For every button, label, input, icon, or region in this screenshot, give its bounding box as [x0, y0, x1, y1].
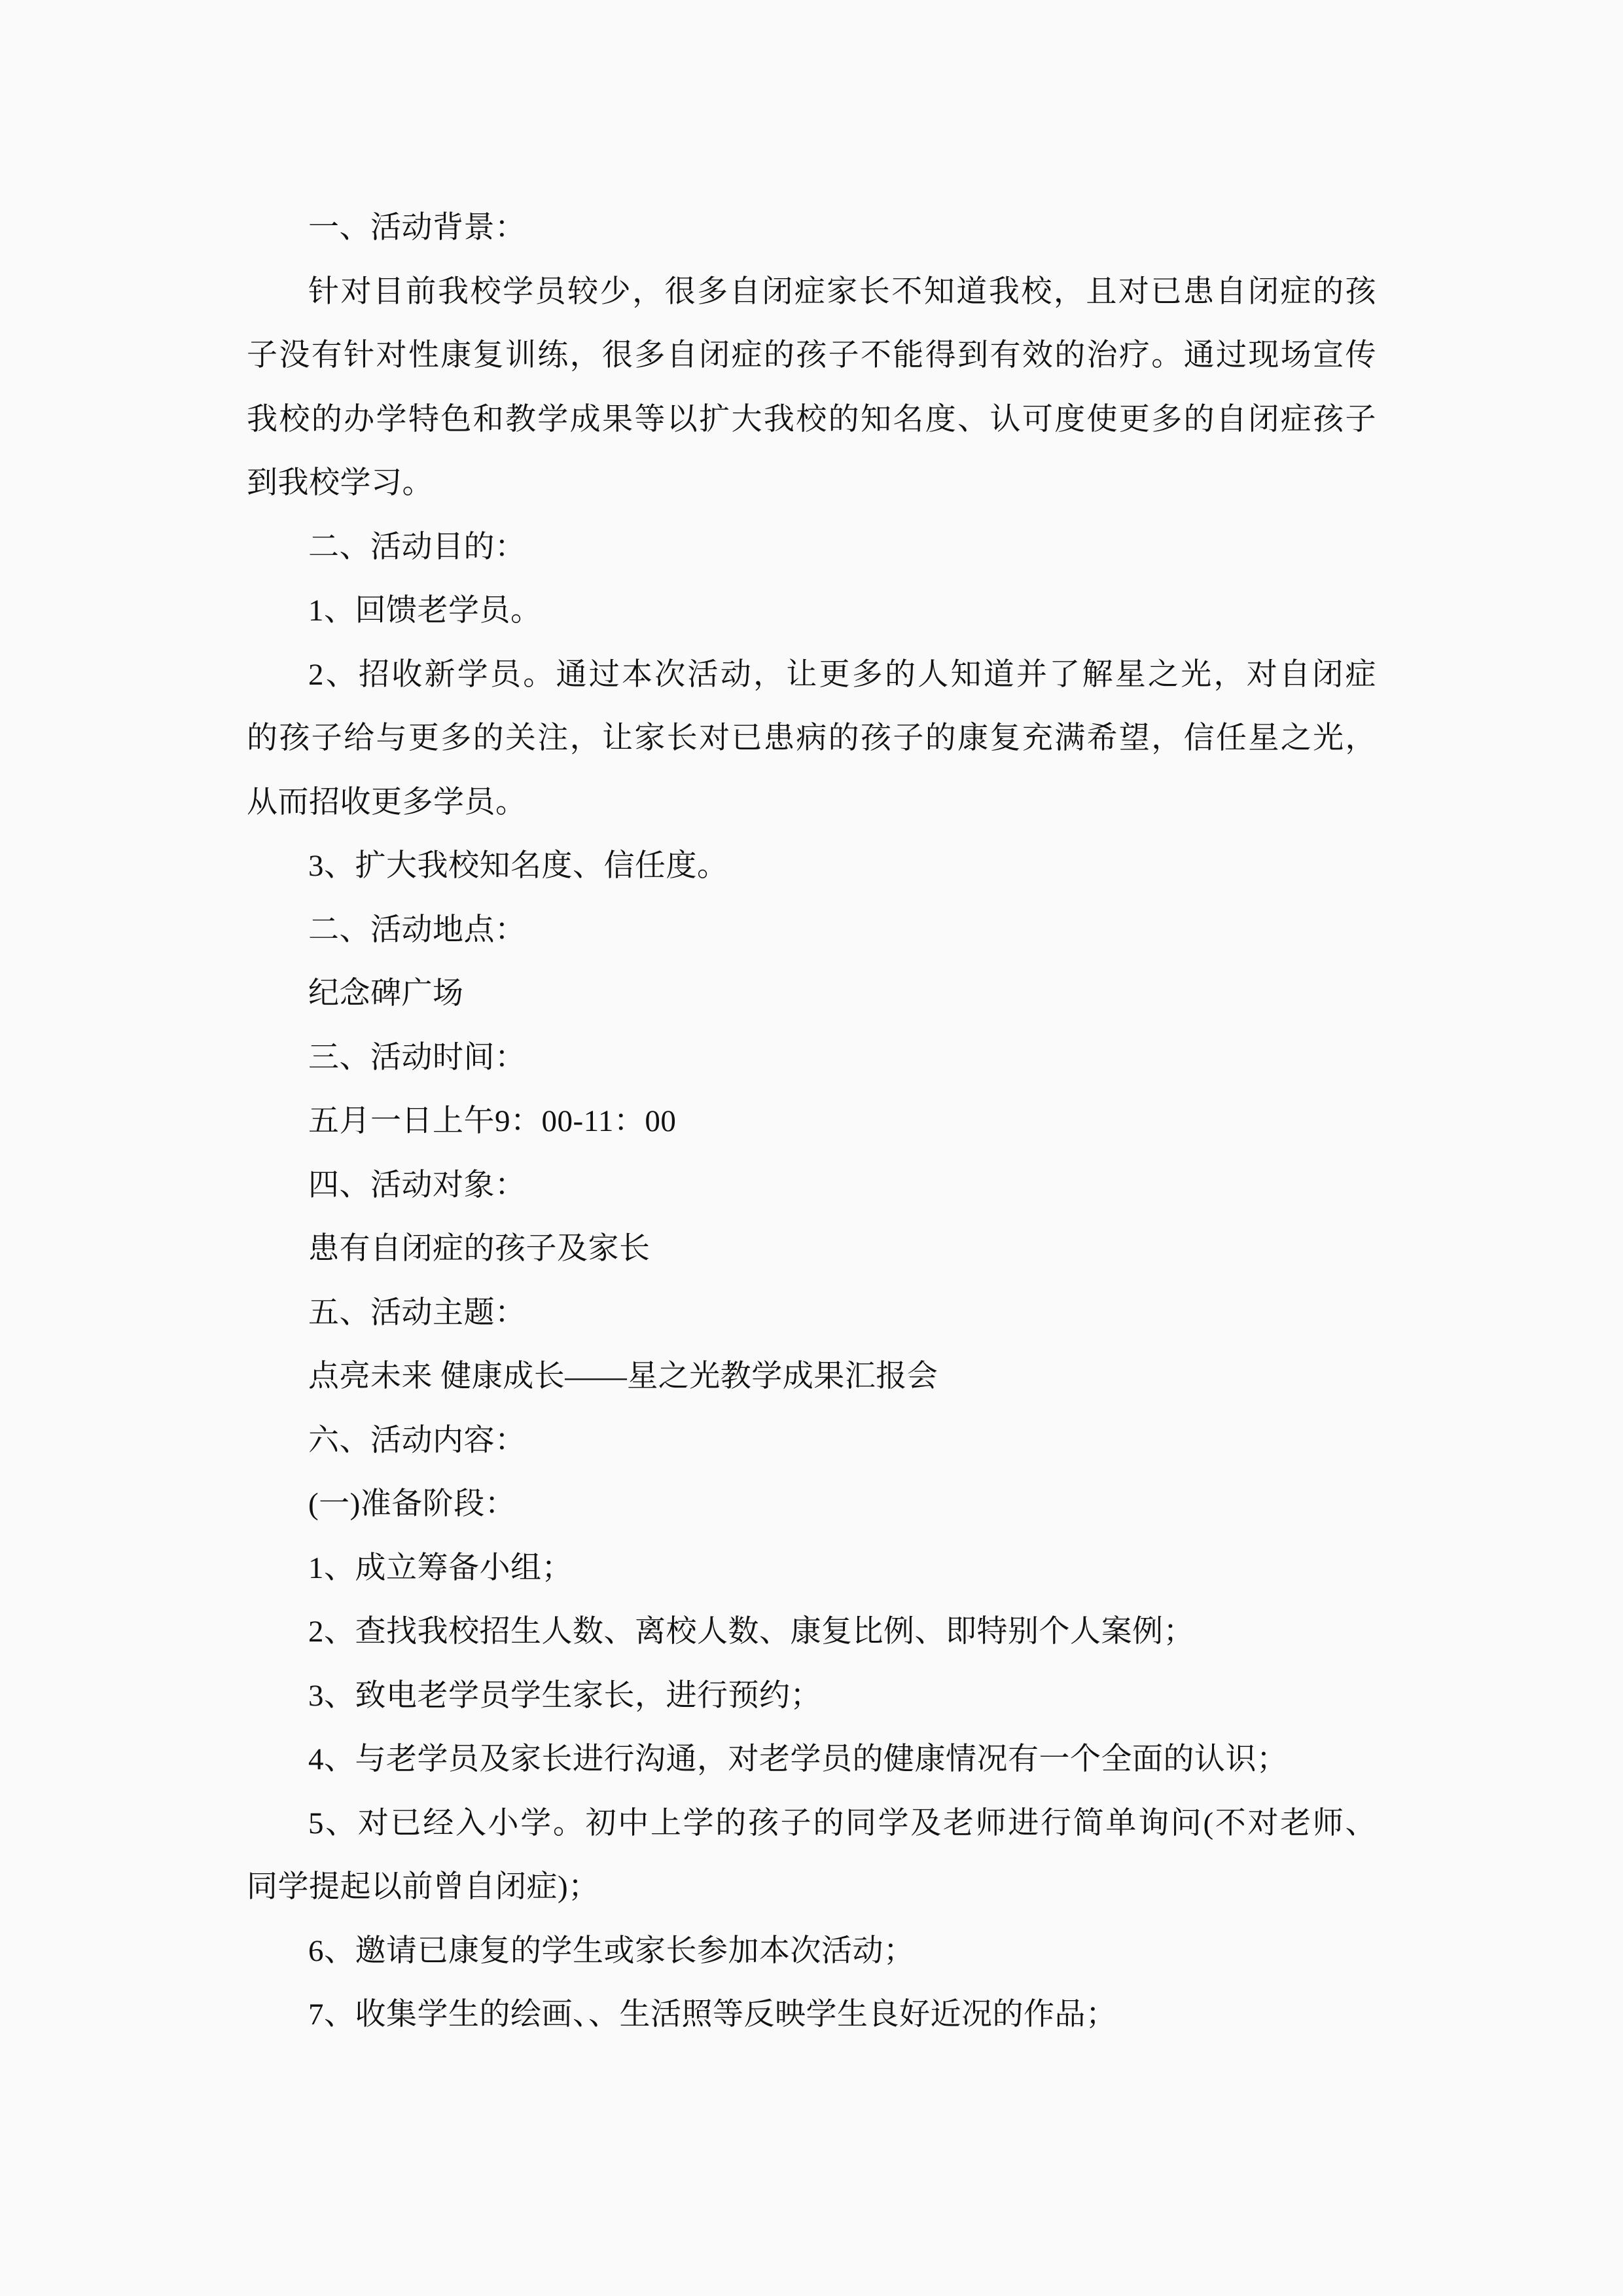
document-body [247, 196, 1376, 2047]
text-line: 点亮未来 健康成长——星之光教学成果汇报会 [308, 1359, 938, 1393]
text-line: 一、活动背景： [308, 211, 526, 245]
text-line: 四、活动对象： [308, 1168, 526, 1202]
text-line: 二、活动目的： [308, 529, 526, 564]
text-line: 3、致电老学员学生家长，进行预约； [308, 1678, 821, 1713]
text-line: 三、活动时间： [308, 1040, 526, 1075]
text-line: 我校的办学特色和教学成果等以扩大我校的知名度、认可度使更多的自闭症孩子 [247, 402, 1376, 437]
text-line: 子没有针对性康复训练，很多自闭症的孩子不能得到有效的治疗。通过现场宣传 [247, 338, 1376, 372]
text-line: 到我校学习。 [247, 466, 433, 500]
text-line: 五、活动主题： [308, 1295, 526, 1330]
text-line: 1、成立筹备小组； [308, 1551, 573, 1585]
text-line: 五月一日上午9：00-11：00 [308, 1104, 677, 1138]
text-line: 2、查找我校招生人数、离校人数、康复比例、即特别个人案例； [308, 1615, 1194, 1649]
text-line: 1、回馈老学员。 [308, 594, 542, 628]
text-line: 同学提起以前曾自闭症)； [247, 1870, 599, 1904]
text-line: 的孩子给与更多的关注，让家长对已患病的孩子的康复充满希望，信任星之光， [247, 721, 1376, 755]
text-line: 2、招收新学员。通过本次活动，让更多的人知道并了解星之光，对自闭症 [308, 657, 1376, 692]
text-line: 患有自闭症的孩子及家长 [308, 1232, 651, 1266]
text-line: 4、与老学员及家长进行沟通，对老学员的健康情况有一个全面的认识； [308, 1742, 1288, 1776]
text-line: (一)准备阶段： [308, 1487, 516, 1521]
text-line: 六、活动内容： [308, 1423, 526, 1458]
text-line: 3、扩大我校知名度、信任度。 [308, 849, 728, 883]
text-line: 从而招收更多学员。 [247, 785, 527, 819]
text-line: 5、对已经入小学。初中上学的孩子的同学及老师进行简单询问(不对老师、 [308, 1806, 1376, 1840]
text-line: 6、邀请已康复的学生或家长参加本次活动； [308, 1933, 915, 1968]
text-line: 纪念碑广场 [308, 977, 464, 1011]
text-line: 二、活动地点： [308, 912, 526, 947]
text-line: 针对目前我校学员较少，很多自闭症家长不知道我校，且对已患自闭症的孩 [308, 274, 1376, 309]
text-line: 7、收集学生的绘画、、生活照等反映学生良好近况的作品； [308, 1998, 1117, 2032]
